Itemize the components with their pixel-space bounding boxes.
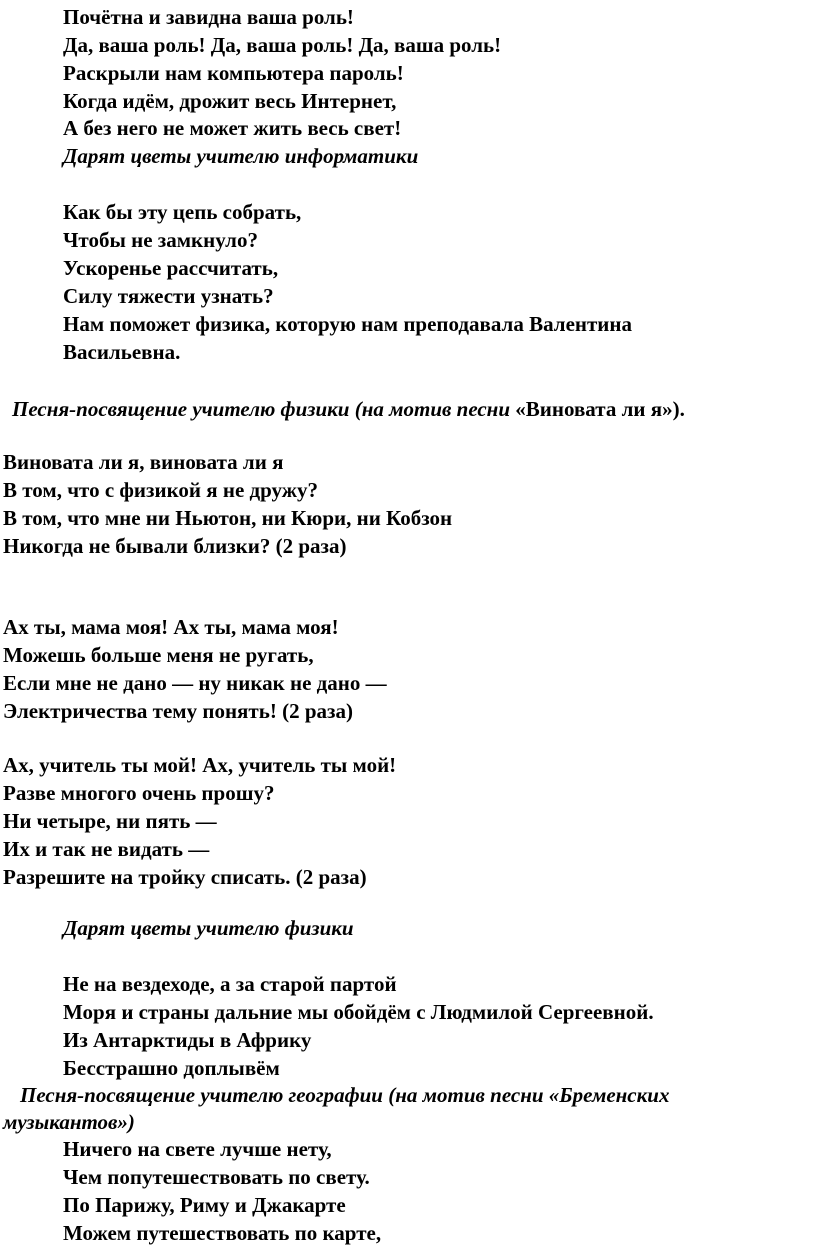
poem-line: Когда идём, дрожит весь Интернет, bbox=[63, 89, 397, 113]
poem-line: Раскрыли нам компьютера пароль! bbox=[63, 61, 404, 85]
poem-line: Почётна и завидна ваша роль! bbox=[63, 5, 354, 29]
poem-line: Электричества тему понять! (2 раза) bbox=[3, 699, 353, 723]
poem-line: Можем путешествовать по карте, bbox=[63, 1221, 382, 1245]
poem-line: В том, что с физикой я не дружу? bbox=[3, 478, 318, 502]
song-heading: музыкантов») bbox=[3, 1110, 135, 1134]
poem-line: Можешь больше меня не ругать, bbox=[3, 643, 314, 667]
poem-line: Разрешите на тройку списать. (2 раза) bbox=[3, 865, 367, 889]
poem-line: Если мне не дано — ну никак не дано — bbox=[3, 671, 387, 695]
song-heading-italic: Песня-посвящение учителю физики (на мотив песни bbox=[12, 397, 516, 421]
poem-line: Их и так не видать — bbox=[3, 837, 210, 861]
poem-line: Бесстрашно доплывём bbox=[63, 1056, 280, 1080]
poem-line: А без него не может жить весь свет! bbox=[63, 116, 402, 140]
poem-line: Моря и страны дальние мы обойдём с Людмилой Сергеевной. bbox=[63, 1000, 654, 1024]
poem-line: Ничего на свете лучше нету, bbox=[63, 1137, 332, 1161]
song-heading bbox=[12, 395, 685, 423]
poem-line: Да, ваша роль! Да, ваша роль! Да, ваша роль! bbox=[63, 33, 502, 57]
poem-line: Ах ты, мама моя! Ах ты, мама моя! bbox=[3, 615, 339, 639]
song-heading: Песня-посвящение учителю географии (на мотив песни «Бременских bbox=[20, 1083, 670, 1107]
poem-line: Никогда не бывали близки? (2 раза) bbox=[3, 534, 347, 558]
poem-line: По Парижу, Риму и Джакарте bbox=[63, 1193, 346, 1217]
song-heading-title: «Виновата ли я»). bbox=[515, 397, 685, 421]
poem-line: Разве многого очень прошу? bbox=[3, 781, 275, 805]
stage-note: Дарят цветы учителю информатики bbox=[63, 144, 419, 168]
stage-note: Дарят цветы учителю физики bbox=[63, 916, 354, 940]
poem-line: Нам поможет физика, которую нам преподавала Валентина bbox=[63, 312, 632, 336]
poem-line: Виновата ли я, виновата ли я bbox=[3, 450, 284, 474]
poem-line: Из Антарктиды в Африку bbox=[63, 1028, 312, 1052]
poem-line: Не на вездеходе, а за старой партой bbox=[63, 972, 397, 996]
poem-line: Ах, учитель ты мой! Ах, учитель ты мой! bbox=[3, 753, 397, 777]
poem-line: Ускоренье рассчитать, bbox=[63, 256, 279, 280]
poem-line: Чем попутешествовать по свету. bbox=[63, 1165, 370, 1189]
poem-line: В том, что мне ни Ньютон, ни Кюри, ни Кобзон bbox=[3, 506, 453, 530]
poem-line: Силу тяжести узнать? bbox=[63, 284, 274, 308]
poem-line: Как бы эту цепь собрать, bbox=[63, 200, 302, 224]
poem-line: Чтобы не замкнуло? bbox=[63, 228, 258, 252]
poem-line: Ни четыре, ни пять — bbox=[3, 809, 217, 833]
poem-line: Васильевна. bbox=[63, 340, 181, 364]
